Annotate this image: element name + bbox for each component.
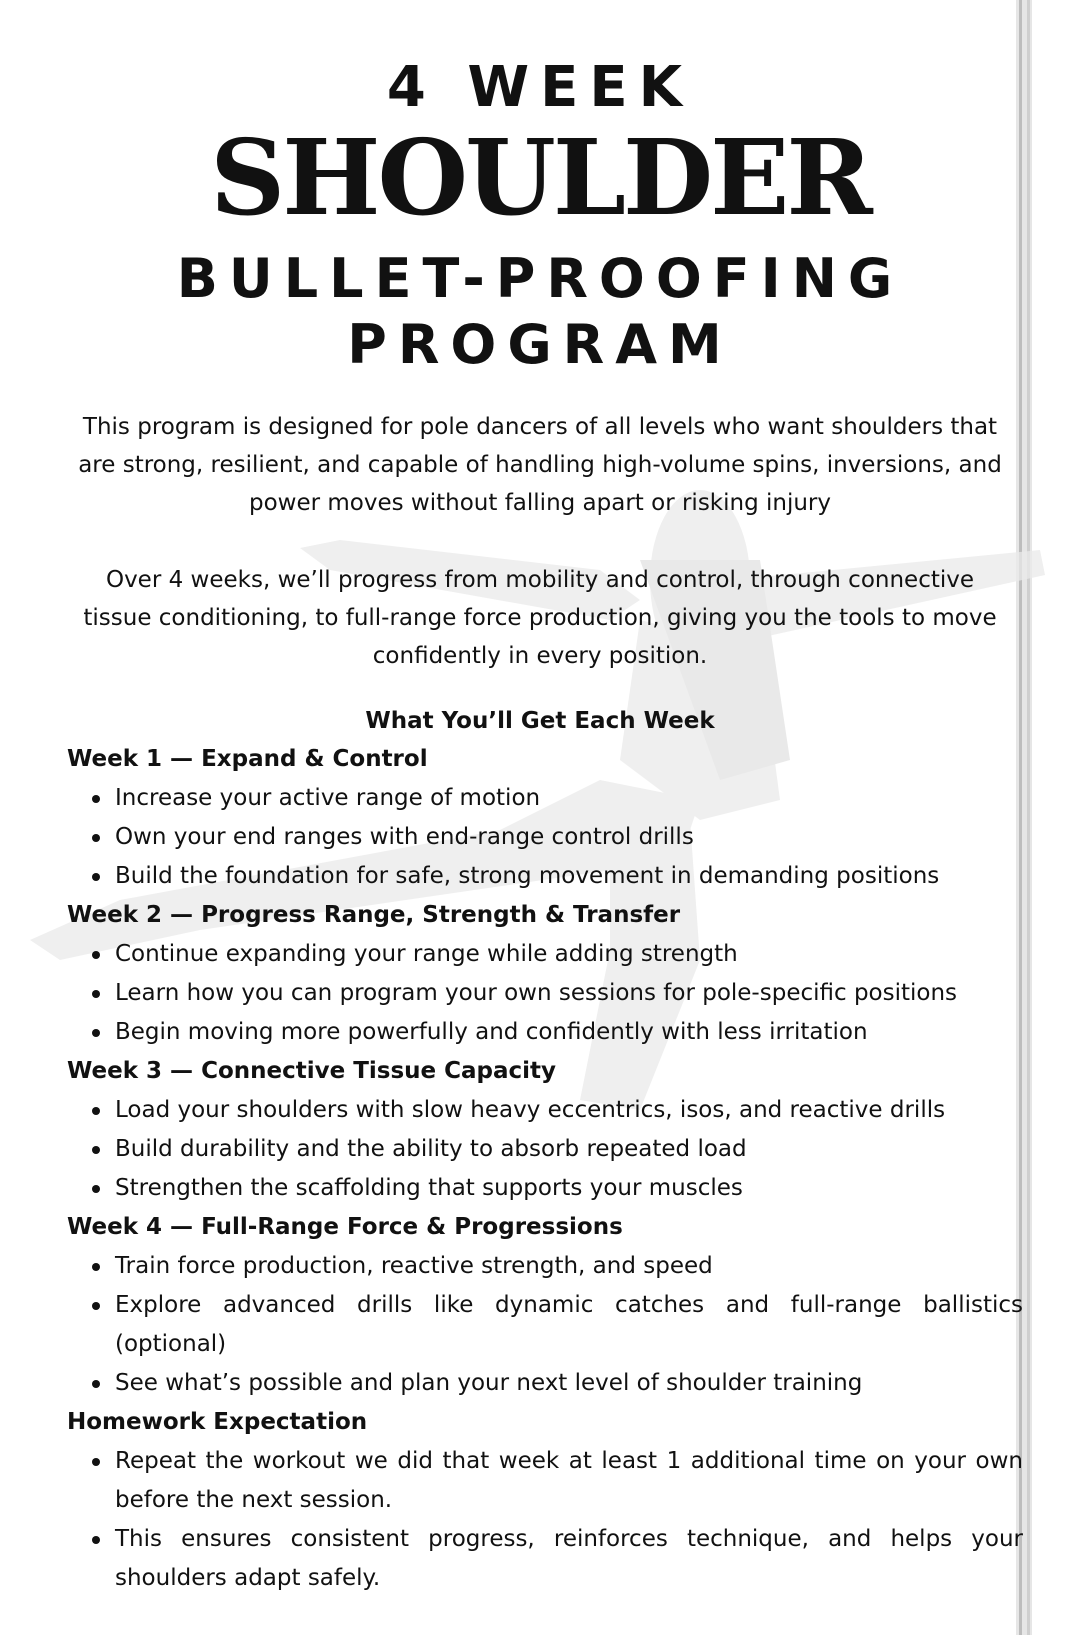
week-3-section [67, 1052, 1023, 1208]
intro-paragraph-2: Over 4 weeks, we’ll progress from mobility and control, through connective tissue conditioning, to full-range force production, giving you the tools to move confidently in every position. [83, 567, 997, 669]
list-item: Begin moving more powerfully and confidently with less irritation [67, 1013, 1023, 1052]
week-1-section [67, 740, 1023, 896]
homework-section [67, 1403, 1023, 1598]
list-item: Repeat the workout we did that week at least 1 additional time on your own before the next session. [67, 1442, 1023, 1520]
title-line-shoulder: SHOULDER [210, 116, 870, 239]
list-item: Learn how you can program your own sessions for pole-specific positions [67, 974, 1023, 1013]
bullet-list [67, 935, 1023, 1052]
list-item: Increase your active range of motion [67, 779, 1023, 818]
weekly-sections [67, 740, 1023, 1598]
title-line-program: PROGRAM [347, 313, 733, 376]
intro-paragraph-1: This program is designed for pole dancers of all levels who want shoulders that are strong, resilient, and capable of handling high-volume spins, inversions, and power moves without falling apart or risking injury [78, 414, 1002, 516]
list-item: Load your shoulders with slow heavy eccentrics, isos, and reactive drills [67, 1091, 1023, 1130]
week-2-section [67, 896, 1023, 1052]
list-item: This ensures consistent progress, reinforces technique, and helps your shoulders adapt safely. [67, 1520, 1023, 1598]
week-4-section [67, 1208, 1023, 1403]
bullet-list [67, 1091, 1023, 1208]
title-line-4-week: 4 WEEK [386, 55, 694, 120]
list-item: Continue expanding your range while adding strength [67, 935, 1023, 974]
section-heading: Week 2 — Progress Range, Strength & Transfer [67, 902, 681, 928]
bullet-list [67, 1247, 1023, 1403]
title-line-bullet-proofing: BULLET-PROOFING [176, 247, 904, 310]
section-heading: Week 4 — Full-Range Force & Progressions [67, 1214, 623, 1240]
section-heading: Week 1 — Expand & Control [67, 746, 428, 772]
bullet-list [67, 1442, 1023, 1598]
list-item: Train force production, reactive strength, and speed [67, 1247, 1023, 1286]
list-item: Build durability and the ability to absorb repeated load [67, 1130, 1023, 1169]
section-title: What You’ll Get Each Week [365, 708, 715, 734]
section-heading: Homework Expectation [67, 1409, 368, 1435]
list-item: Explore advanced drills like dynamic catches and full-range ballistics (optional) [67, 1286, 1023, 1364]
list-item: Strengthen the scaffolding that supports your muscles [67, 1169, 1023, 1208]
section-heading: Week 3 — Connective Tissue Capacity [67, 1058, 557, 1084]
list-item: Build the foundation for safe, strong movement in demanding positions [67, 857, 1023, 896]
bullet-list [67, 779, 1023, 896]
list-item: See what’s possible and plan your next level of shoulder training [67, 1364, 1023, 1403]
list-item: Own your end ranges with end-range control drills [67, 818, 1023, 857]
